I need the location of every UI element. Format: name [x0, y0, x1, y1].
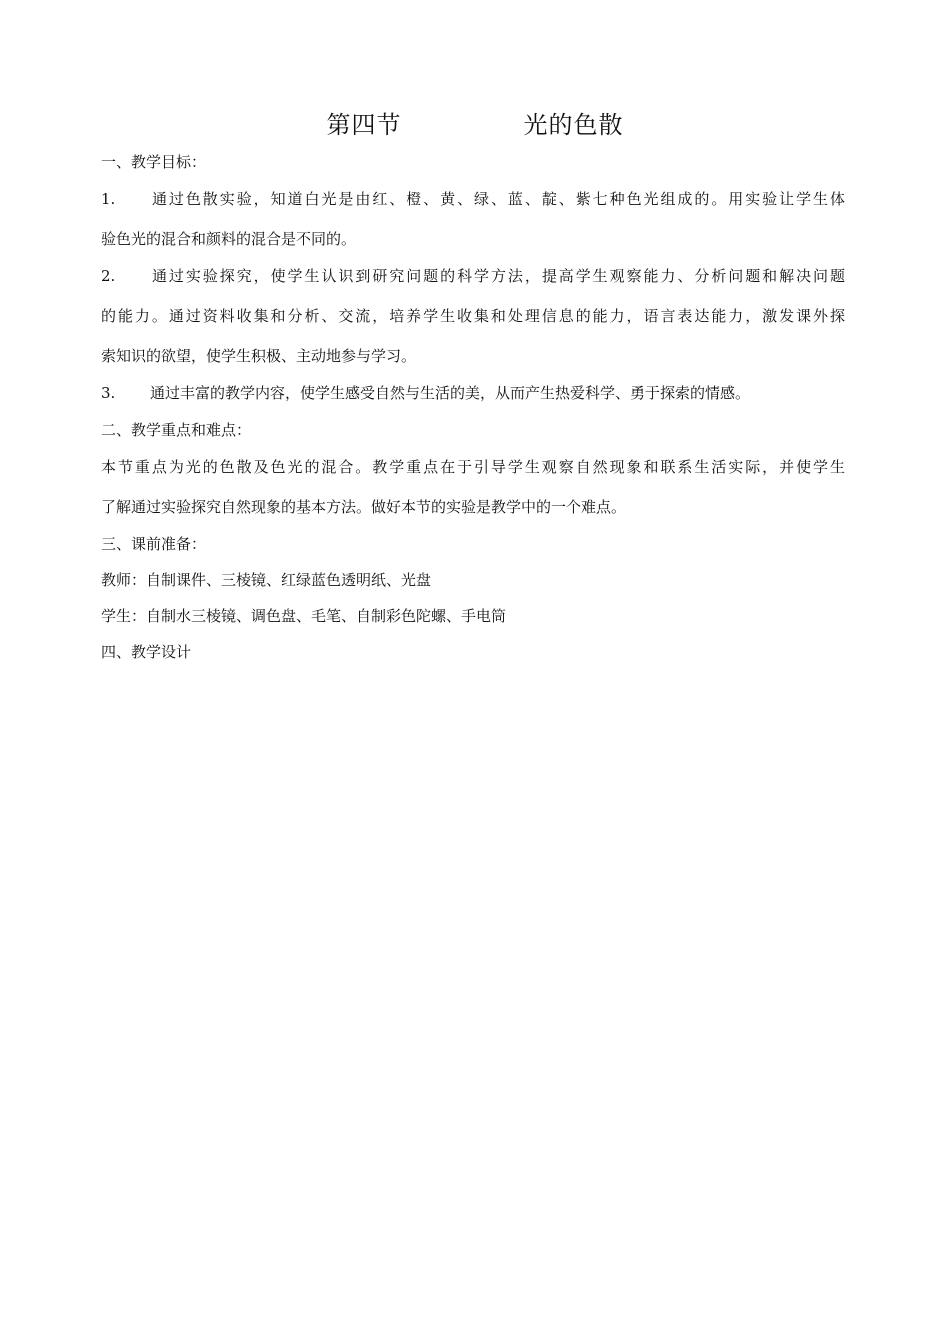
section-heading-teaching-design: 四、教学设计: [101, 643, 192, 661]
title-topic: 光的色散: [523, 111, 624, 139]
page-title: [0, 108, 950, 142]
teacher-materials: 教师：自制课件、三棱镜、红绿蓝色透明纸、光盘: [101, 571, 432, 589]
objective-3-number: 3.: [101, 384, 116, 402]
section-heading-key-points: 二、教学重点和难点：: [101, 421, 252, 439]
section-heading-preparation: 三、课前准备：: [101, 535, 207, 553]
objective-2-line-1: 2. 通过实验探究，使学生认识到研究问题的科学方法，提高学生观察能力、分析问题和解决问题: [101, 262, 845, 290]
section-heading-objectives: 一、教学目标：: [101, 153, 207, 171]
key-points-line-1: 本节重点为光的色散及色光的混合。教学重点在于引导学生观察自然现象和联系生活实际，并使学生: [101, 458, 845, 476]
objective-3-line-1: 3. 通过丰富的教学内容，使学生感受自然与生活的美，从而产生热爱科学、勇于探索的情感。: [101, 379, 845, 407]
student-materials: 学生：自制水三棱镜、调色盘、毛笔、自制彩色陀螺、手电筒: [101, 607, 507, 625]
objective-2-number: 2.: [101, 267, 116, 285]
objective-1-number: 1.: [101, 190, 116, 208]
objective-1-line-1: 1. 通过色散实验，知道白光是由红、橙、黄、绿、蓝、靛、紫七种色光组成的。用实验让学生体: [101, 185, 845, 213]
objective-2-line-3: 索知识的欲望，使学生积极、主动地参与学习。: [101, 347, 417, 365]
key-points-line-2: 了解通过实验探究自然现象的基本方法。做好本节的实验是教学中的一个难点。: [101, 498, 627, 516]
title-section-number: 第四节: [326, 111, 402, 139]
document-body: [101, 148, 845, 666]
objective-1-line-2: 验色光的混合和颜料的混合是不同的。: [101, 230, 357, 248]
objective-2-line-2: 的能力。通过资料收集和分析、交流，培养学生收集和处理信息的能力，语言表达能力，激发课外探: [101, 307, 845, 325]
